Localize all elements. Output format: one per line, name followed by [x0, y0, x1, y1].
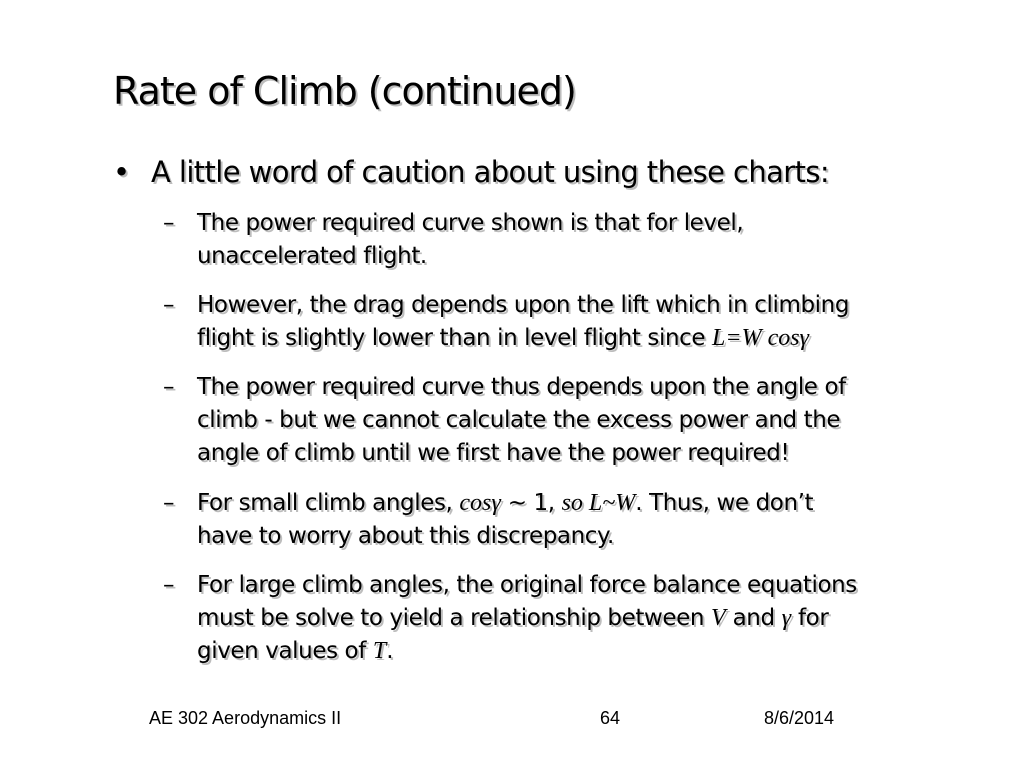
sub-bullet-2-line-1: However, the drag depends upon the lift which in climbing [197, 292, 850, 318]
sub-bullet-4-text-c: . Thus, we don’t [635, 490, 814, 516]
bullet-marker: • [113, 155, 130, 189]
sub-bullet-2-line-2 [197, 322, 957, 355]
sub-bullet-2-text: flight is slightly lower than in level flight since [197, 325, 713, 351]
slide-title: Rate of Climb (continued) [113, 69, 576, 113]
sub-bullet-4-text-a: For small climb angles, [197, 490, 460, 516]
sub-bullet-3-line-2: climb - but we cannot calculate the excess power and the [197, 407, 841, 433]
dash-marker: – [163, 374, 175, 400]
footer-course: AE 302 Aerodynamics II [149, 708, 342, 728]
sub-bullet-5-text-d: given values of [197, 638, 373, 664]
bullet-text: A little word of caution about using these charts: [151, 155, 830, 189]
footer-page-number: 64 [600, 708, 621, 728]
equation-lift-approx: so L~W [561, 490, 636, 516]
dash-marker: – [163, 572, 175, 598]
sub-bullet-3-line-3: angle of climb until we first have the power required! [197, 440, 790, 466]
symbol-gamma: γ [781, 605, 792, 631]
sub-bullet-1-line-1: The power required curve shown is that for level, [197, 210, 744, 236]
equation-cos-gamma: cosγ [459, 490, 501, 516]
sub-bullet-4-line-1 [197, 487, 957, 520]
sub-bullet-3-line-1: The power required curve thus depends upon the angle of [197, 374, 846, 400]
symbol-thrust: T [372, 638, 387, 664]
footer-date: 8/6/2014 [764, 708, 835, 728]
sub-bullet-4-line-2: have to worry about this discrepancy. [197, 523, 614, 549]
sub-bullet-5-text-c: for [791, 605, 829, 631]
sub-bullet-5-line-2 [197, 602, 957, 635]
sub-bullet-5-line-1: For large climb angles, the original force balance equations [197, 572, 857, 598]
sub-bullet-5-text-b: and [725, 605, 782, 631]
dash-marker: – [163, 292, 175, 318]
sub-bullet-5-text-e: . [386, 638, 394, 664]
dash-marker: – [163, 210, 175, 236]
symbol-velocity: V [711, 605, 726, 631]
sub-bullet-5-text-a: must be solve to yield a relationship between [197, 605, 712, 631]
equation-lift: L=W cosγ [712, 325, 810, 351]
sub-bullet-1-line-2: unaccelerated flight. [197, 243, 427, 269]
sub-bullet-5-line-3 [197, 635, 957, 668]
sub-bullet-4-text-b: ~ 1, [500, 490, 562, 516]
dash-marker: – [163, 490, 175, 516]
